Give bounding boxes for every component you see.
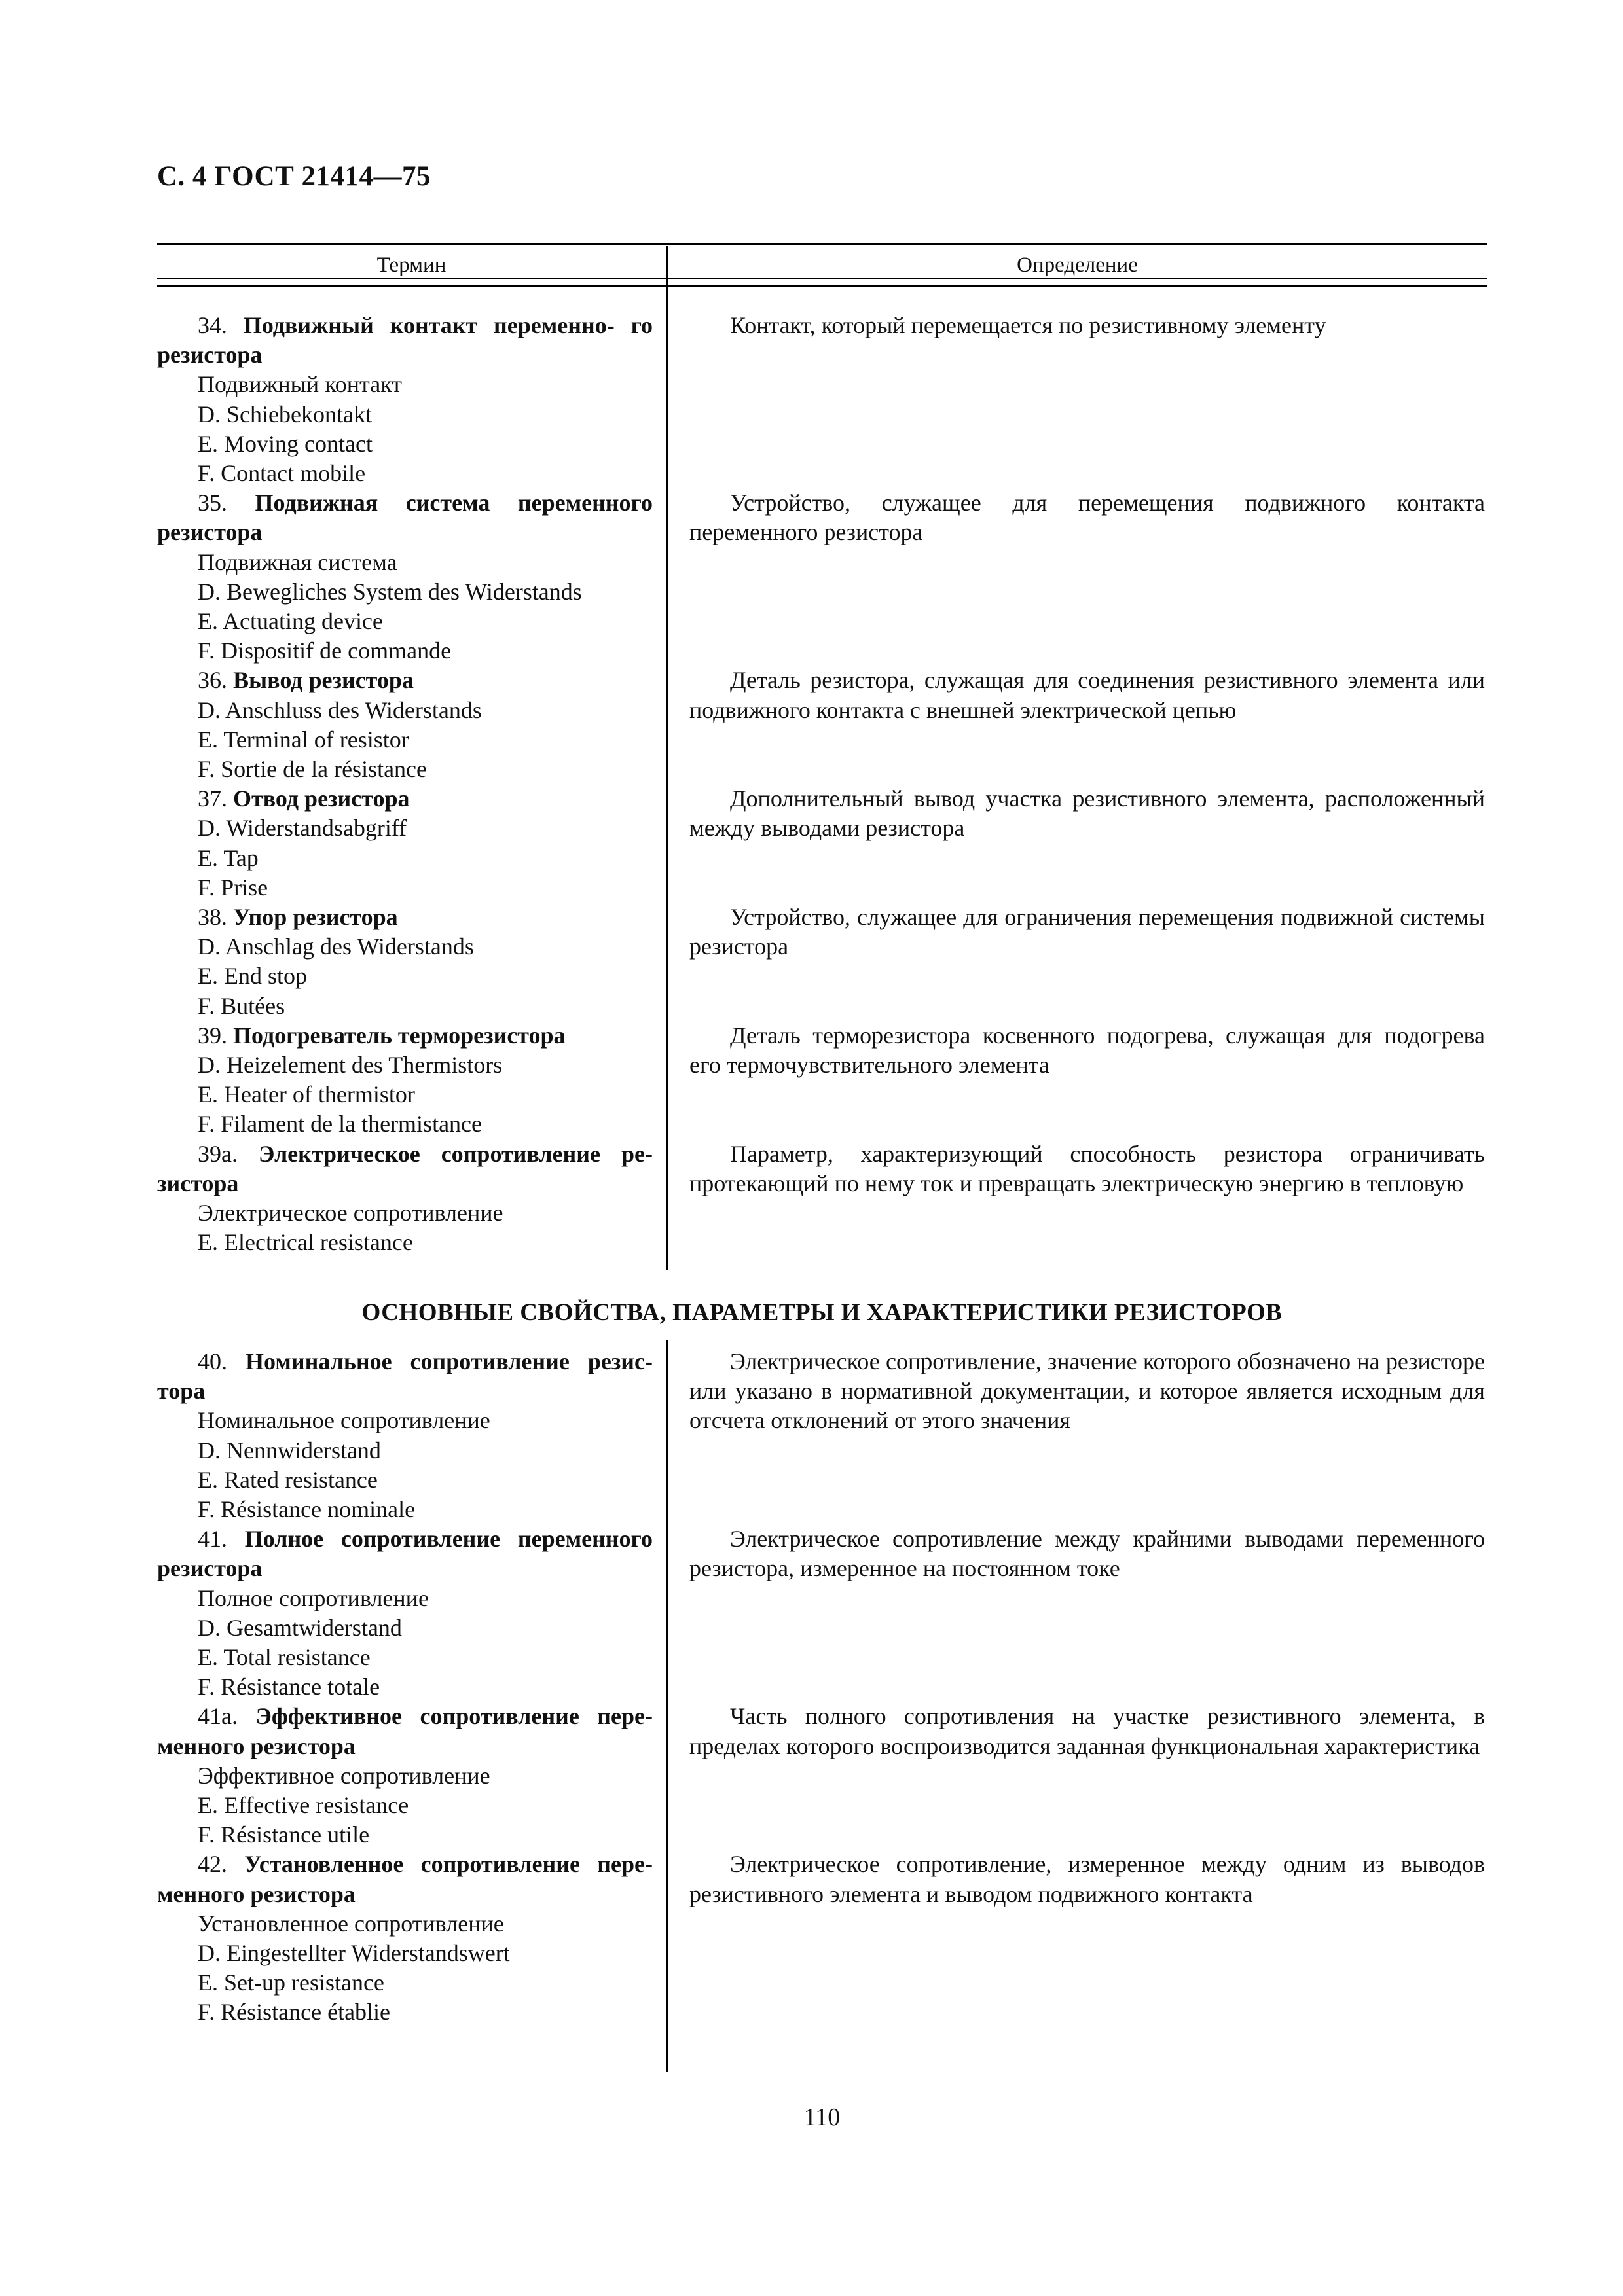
term-heading: [157, 784, 653, 814]
term-entry-39: [157, 1021, 1487, 1139]
term-entry-36: [157, 666, 1487, 784]
term-entry-34: [157, 311, 1487, 488]
term-synonym: E. Electrical resistance: [198, 1229, 413, 1256]
term-heading: [157, 1702, 653, 1761]
term-synonym: E. End stop: [198, 963, 307, 990]
term-cell: [157, 1139, 666, 1258]
term-synonym: F. Résistance utile: [198, 1821, 370, 1848]
definition-text: Деталь терморезистора косвенного подогрева, служащая для подогрева его термочувствительного элемента: [689, 1022, 1485, 1079]
table-top-rule: [157, 243, 1487, 245]
term-synonym: Эффективное сопротивление: [198, 1762, 490, 1789]
term-number: 40.: [198, 1348, 227, 1374]
term-synonym: E. Total resistance: [198, 1644, 371, 1671]
page-header: С. 4 ГОСТ 21414—75: [157, 161, 431, 192]
term-synonym: E. Rated resistance: [198, 1466, 378, 1493]
term-heading: [157, 1021, 653, 1050]
term-synonym: D. Anschlag des Widerstands: [198, 933, 474, 960]
definition-text: Устройство, служащее для перемещения подвижного контакта переменного резистора: [689, 490, 1485, 546]
term-heading: [157, 1850, 653, 1909]
term-cell: [157, 1524, 666, 1702]
term-heading: [157, 488, 653, 547]
term-heading: [157, 311, 653, 370]
term-cell: [157, 1347, 666, 1524]
definition-cell: [666, 1850, 1485, 2027]
term-number: 41.: [198, 1526, 227, 1552]
page-number: 110: [803, 2104, 841, 2131]
header-double-rule: [157, 285, 1487, 287]
term-title: Номинальное сопротивление резис-: [245, 1348, 653, 1374]
definition-cell: [666, 903, 1485, 1021]
term-cell: [157, 1850, 666, 2027]
definition-cell: [666, 1021, 1485, 1139]
definition-cell: [666, 1347, 1485, 1524]
term-synonym: E. Terminal of resistor: [198, 726, 409, 753]
term-synonym: D. Schiebekontakt: [198, 401, 372, 427]
definition-cell: [666, 666, 1485, 784]
definition-cell: [666, 1139, 1485, 1258]
term-title: тора: [157, 1378, 206, 1405]
definition-text: Контакт, который перемещается по резистивному элементу: [730, 312, 1326, 338]
term-synonym: D. Anschluss des Widerstands: [198, 696, 482, 723]
column-header-term: Термин: [376, 253, 447, 277]
definition-cell: [666, 1702, 1485, 1850]
term-synonym: E. Set-up resistance: [198, 1969, 384, 1996]
term-synonym: D. Gesamtwiderstand: [198, 1614, 402, 1641]
definition-text: Устройство, служащее для ограничения перемещения подвижной системы резистора: [689, 904, 1485, 960]
term-synonym: F. Contact mobile: [198, 460, 366, 487]
term-title: Установленное сопротивление пере-: [244, 1851, 653, 1878]
term-synonym: Номинальное сопротивление: [198, 1407, 490, 1434]
section-title: ОСНОВНЫЕ СВОЙСТВА, ПАРАМЕТРЫ И ХАРАКТЕРИСТИКИ РЕЗИСТОРОВ: [361, 1299, 1283, 1326]
definition-text: Параметр, характеризующий способность резистора ограничивать протекающий по нему ток и превращать электрическую энергию в тепловую: [689, 1140, 1485, 1196]
definition-text: Деталь резистора, служащая для соединения резистивного элемента или подвижного контакта с внешней электрической цепью: [689, 667, 1485, 723]
term-title: Подогреватель терморезистора: [233, 1022, 566, 1049]
definition-cell: [666, 784, 1485, 903]
term-number: 41а.: [198, 1703, 238, 1730]
term-number: 35.: [198, 490, 227, 516]
term-title: резистора: [157, 519, 263, 546]
term-heading: [157, 666, 653, 695]
term-synonym: F. Butées: [198, 992, 285, 1019]
definition-text: Дополнительный вывод участка резистивного элемента, расположенный между выводами резистора: [689, 785, 1485, 842]
term-cell: [157, 488, 666, 666]
term-title: Подвижный контакт переменно-: [243, 312, 615, 338]
term-synonym: F. Résistance totale: [198, 1674, 380, 1700]
term-title: Электрическое сопротивление ре-: [259, 1140, 653, 1167]
term-title: Полное сопротивление переменного: [244, 1526, 653, 1552]
term-synonym: F. Filament de la thermistance: [198, 1111, 483, 1138]
term-synonym: F. Prise: [198, 874, 268, 901]
term-synonym: E. Effective resistance: [198, 1792, 409, 1819]
term-cell: [157, 1021, 666, 1139]
definition-text: Электрическое сопротивление между крайними выводами переменного резистора, измеренное на постоянном токе: [689, 1526, 1485, 1582]
term-cell: [157, 903, 666, 1021]
term-synonym: D. Bewegliches System des Widerstands: [198, 578, 582, 605]
definition-cell: [666, 1524, 1485, 1702]
term-synonym: F. Dispositif de commande: [198, 637, 452, 664]
term-title: Отвод резистора: [233, 785, 410, 812]
term-title: го резистора: [157, 312, 653, 368]
term-entry-38: [157, 903, 1487, 1021]
term-synonym: Подвижный контакт: [198, 371, 402, 398]
definition-text: Часть полного сопротивления на участке резистивного элемента, в пределах которого воспроизводится заданная функциональная характеристика: [689, 1703, 1485, 1759]
term-entry-42: [157, 1850, 1487, 2027]
term-cell: [157, 1702, 666, 1850]
term-entry-40: [157, 1347, 1487, 1524]
term-synonym: E. Actuating device: [198, 608, 383, 635]
definition-text: Электрическое сопротивление, значение которого обозначено на резисторе или указано в нормативной документации, и которое является исходным для отсчета отклонений от этого значения: [689, 1348, 1485, 1434]
definition-cell: [666, 488, 1485, 666]
term-number: 42.: [198, 1851, 227, 1878]
term-synonym: D. Nennwiderstand: [198, 1437, 381, 1463]
term-entry-41: [157, 1524, 1487, 1702]
term-synonym: Подвижная система: [198, 548, 397, 575]
term-number: 37.: [198, 785, 227, 812]
term-synonym: E. Tap: [198, 844, 259, 871]
term-heading: [157, 903, 653, 932]
term-title: Вывод резистора: [233, 667, 414, 694]
term-synonym: F. Sortie de la résistance: [198, 756, 428, 783]
term-title: Упор резистора: [233, 904, 398, 931]
term-synonym: D. Heizelement des Thermistors: [198, 1052, 503, 1079]
term-synonym: E. Heater of thermistor: [198, 1081, 415, 1108]
term-synonym: E. Moving contact: [198, 430, 373, 457]
term-cell: [157, 666, 666, 784]
terms-table: [157, 311, 1487, 1258]
term-synonym: F. Résistance établie: [198, 1999, 391, 2026]
term-heading: [157, 1347, 653, 1406]
term-synonym: F. Résistance nominale: [198, 1496, 416, 1523]
term-heading: [157, 1139, 653, 1198]
term-title: менного резистора: [157, 1880, 356, 1907]
term-title: Подвижная система переменного: [255, 490, 653, 516]
term-cell: [157, 784, 666, 903]
column-header-definition: Определение: [1017, 253, 1138, 277]
definition-text: Электрическое сопротивление, измеренное между одним из выводов резистивного элемента и выводом подвижного контакта: [689, 1851, 1485, 1907]
term-entry-37: [157, 784, 1487, 903]
definition-cell: [666, 311, 1485, 488]
term-synonym: D. Widerstandsabgriff: [198, 815, 407, 842]
term-number: 34.: [198, 312, 227, 338]
term-cell: [157, 311, 666, 488]
term-synonym: D. Eingestellter Widerstandswert: [198, 1940, 510, 1967]
header-double-rule: [157, 278, 1487, 279]
term-heading: [157, 1524, 653, 1583]
term-entry-41a: [157, 1702, 1487, 1850]
term-synonym: Полное сопротивление: [198, 1585, 429, 1611]
term-title: резистора: [157, 1555, 263, 1582]
term-number: 39.: [198, 1022, 227, 1049]
term-entry-35: [157, 488, 1487, 666]
term-number: 36.: [198, 667, 227, 694]
term-number: 39а.: [198, 1140, 238, 1167]
term-synonym: Установленное сопротивление: [198, 1910, 504, 1937]
term-entry-39a: [157, 1139, 1487, 1258]
term-title: зистора: [157, 1170, 239, 1196]
term-number: 38.: [198, 904, 227, 931]
term-title: Эффективное сопротивление пере-: [255, 1703, 653, 1730]
term-synonym: Электрическое сопротивление: [198, 1200, 503, 1227]
properties-table: [157, 1347, 1487, 2028]
term-title: менного резистора: [157, 1732, 356, 1759]
